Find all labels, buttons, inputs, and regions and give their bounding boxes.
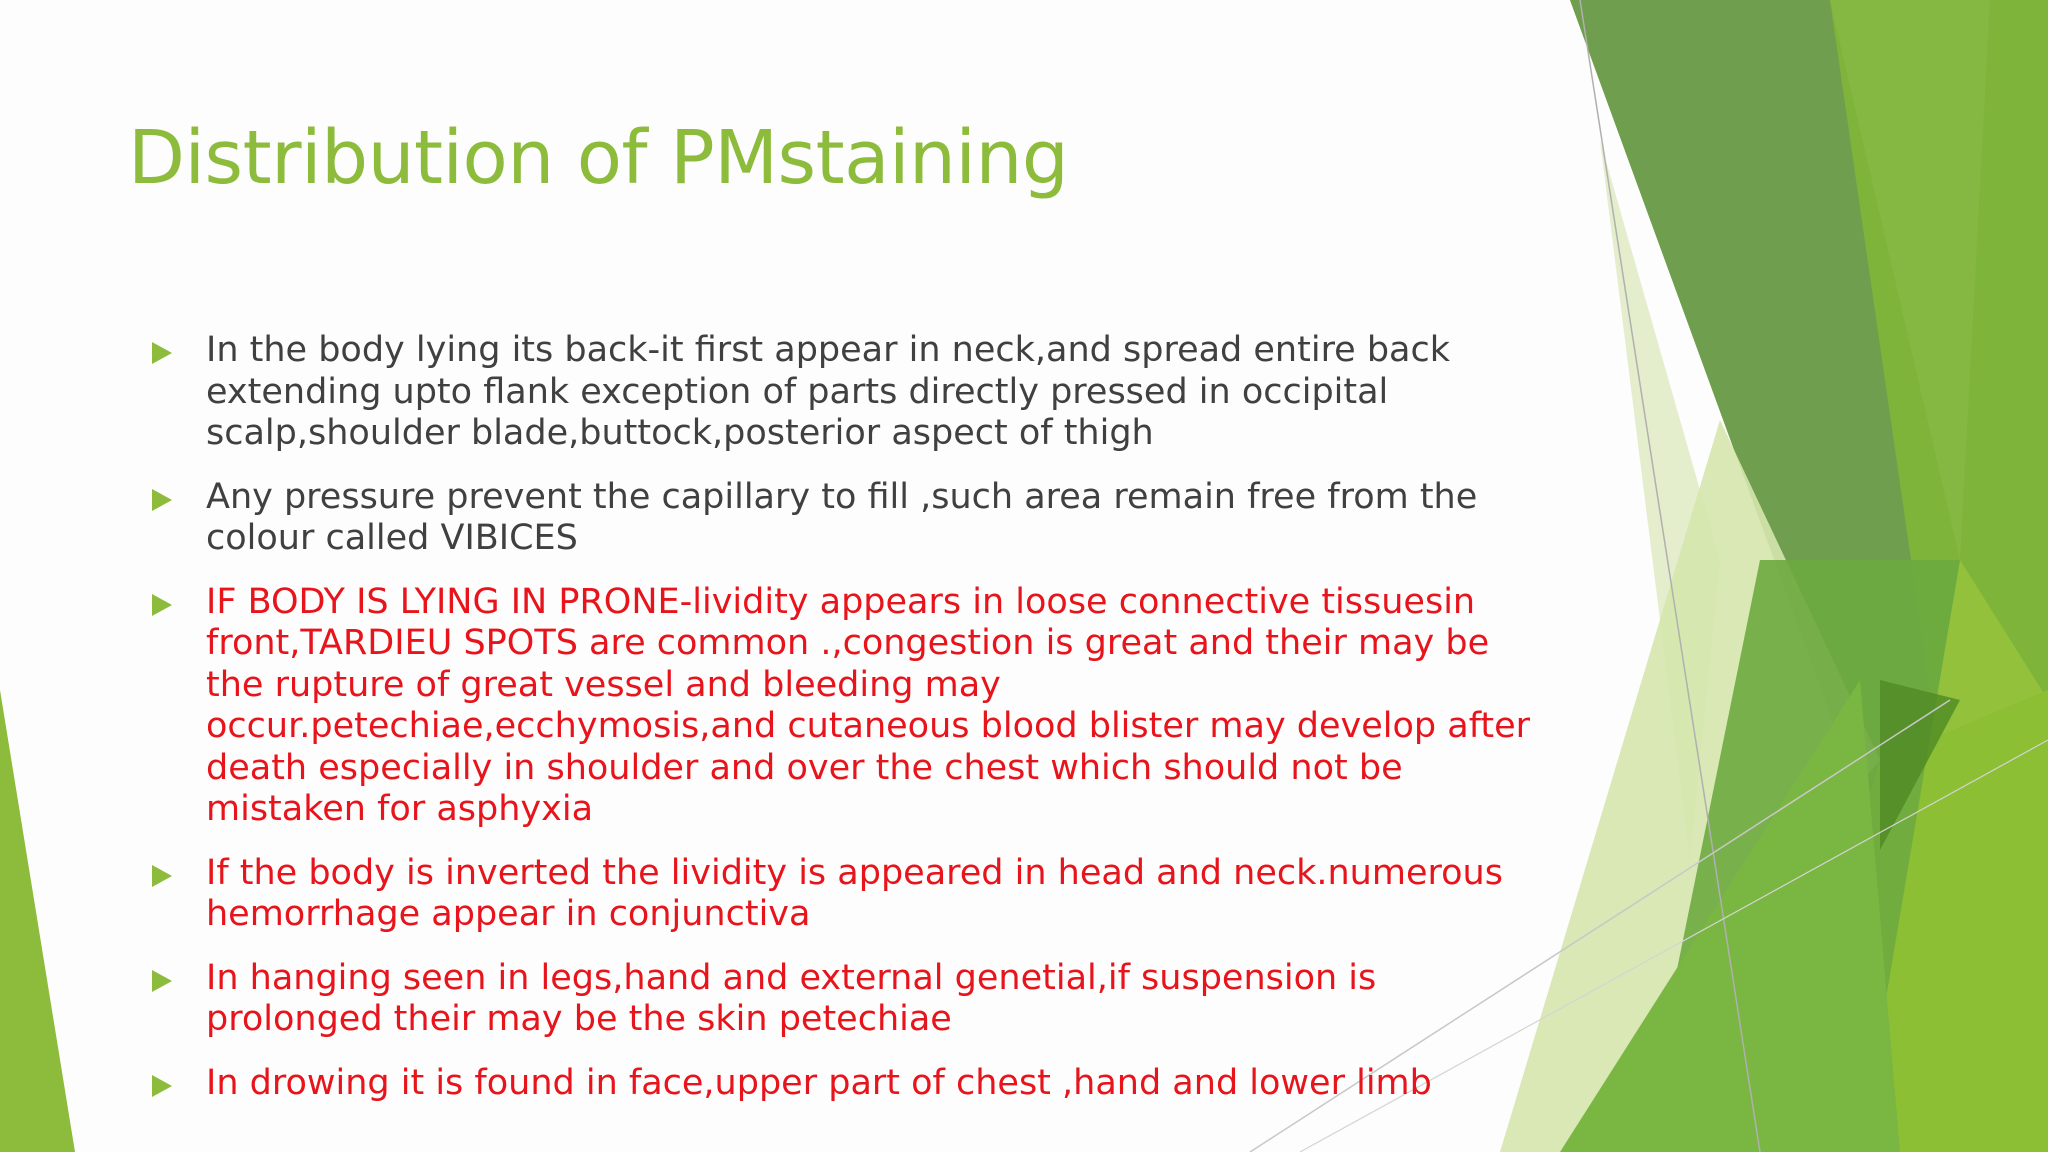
bullet-item <box>152 477 1552 560</box>
triangle-right-icon <box>152 342 172 364</box>
bullet-item <box>152 1063 1552 1105</box>
bullet-item <box>152 853 1552 936</box>
bullet-text: In the body lying its back-it first appear in neck,and spread entire back extending upto flank exception of parts directly pressed in occipital scalp,shoulder blade,buttock,posterior aspect of thigh <box>206 330 1451 453</box>
triangle-right-icon <box>152 1075 172 1097</box>
triangle-right-icon <box>152 489 172 511</box>
bullet-text: IF BODY IS LYING IN PRONE-lividity appears in loose connective tissuesin front,TARDIEU SPOTS are common .,congestion is great and their may be the rupture of great vessel and bleeding may occur.petechiae,ecchymosis,and cutaneous blood blister may develop after death especially in shoulder and over the chest which should not be mistaken for asphyxia <box>206 581 1531 829</box>
bullet-text: In hanging seen in legs,hand and external genetial,if suspension is prolonged their may be the skin petechiae <box>206 957 1377 1039</box>
triangle-right-icon <box>152 970 172 992</box>
slide-title: Distribution of PMstaining <box>128 115 1069 201</box>
triangle-right-icon <box>152 594 172 616</box>
bullet-item <box>152 958 1552 1041</box>
bullet-item <box>152 582 1552 831</box>
bullet-text: If the body is inverted the lividity is appeared in head and neck.numerous hemorrhage appear in conjunctiva <box>206 852 1503 934</box>
bullet-text: In drowing it is found in face,upper part of chest ,hand and lower limb <box>206 1062 1432 1103</box>
bullet-item <box>152 330 1552 455</box>
bullet-text: Any pressure prevent the capillary to fill ,such area remain free from the colour called VIBICES <box>206 476 1478 558</box>
triangle-right-icon <box>152 865 172 887</box>
bullet-list <box>152 330 1552 1126</box>
